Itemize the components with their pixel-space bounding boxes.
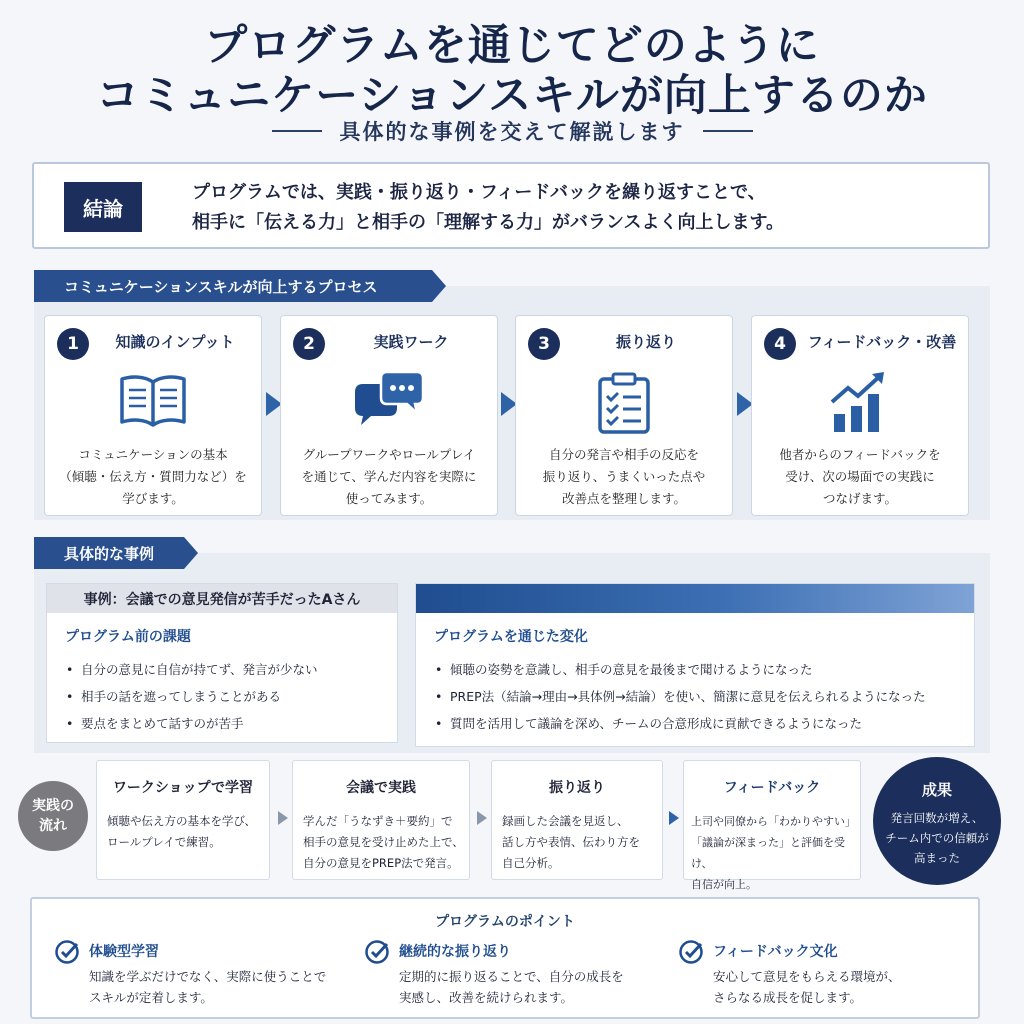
case-after-panel (415, 583, 975, 747)
flow-desc-line: 相手の意見を受け止めた上で、 (303, 835, 464, 849)
conclusion-box (32, 162, 990, 249)
point-desc-line: 知識を学ぶだけでなく、実際に使うことで (89, 969, 327, 984)
flow-arrow-icon (278, 811, 288, 825)
flow-step-card (96, 760, 270, 880)
process-section-heading: コミュニケーションスキルが向上するプロセス (34, 270, 432, 302)
flow-desc-line: 上司や同僚から「わかりやすい」 (691, 815, 856, 828)
case-after-title: プログラムを通じた変化 (434, 629, 588, 645)
process-step-card (280, 315, 498, 516)
conclusion-text (192, 178, 784, 238)
flow-desc-line: 自信が向上。 (691, 878, 757, 891)
step-description (289, 444, 489, 510)
check-icon (54, 939, 80, 965)
flow-step-title: 会議で実践 (346, 780, 416, 796)
step-desc-line: を通じて、学んだ内容を実際に (301, 469, 477, 484)
list-item: • 自分の意見に自信が持てず、発言が少ない (65, 656, 397, 683)
flow-step-title: 振り返り (549, 780, 605, 796)
result-line: 発言回数が増え、 (890, 811, 984, 825)
step-title: フィードバック・改善 (807, 333, 957, 351)
page-subtitle: 具体的な事例を交えて解説します (339, 120, 685, 144)
list-item: • 傾聴の姿勢を意識し、相手の意見を最後まで聞けるようになった (434, 656, 974, 683)
step-desc-line: 使ってみます。 (345, 491, 433, 506)
point-title: フィードバック文化 (713, 944, 838, 960)
step-title: 知識のインプット (115, 333, 235, 351)
flow-step-desc (107, 811, 269, 853)
step-title: 振り返り (615, 333, 676, 351)
flow-desc-line: 学んだ「うなずき＋要約」で (303, 814, 453, 828)
flow-desc-line: 録画した会議を見返し、 (502, 814, 629, 828)
conclusion-line: 相手に「伝える力」と相手の「理解する力」がバランスよく向上します。 (192, 212, 785, 233)
case-label: 事例：会議での意見発信が苦手だったAさん (47, 584, 397, 613)
point-desc-line: さらなる成長を促します。 (713, 990, 863, 1005)
step-desc-line: つなげます。 (822, 491, 897, 506)
step-desc-line: 自分の発言や相手の反応を (548, 447, 699, 462)
process-step-card (515, 315, 733, 516)
list-item: • PREP法（結論→理由→具体例→結論）を使い、簡潔に意見を伝えられるようになった (434, 683, 974, 710)
result-line: 高まった (914, 851, 960, 865)
point-desc-line: 実感し、改善を続けられます。 (399, 990, 574, 1005)
program-points-box (30, 897, 980, 1019)
conclusion-line: プログラムでは、実践・振り返り・フィードバックを繰り返すことで、 (192, 182, 766, 203)
case-before-title: プログラム前の課題 (65, 629, 191, 645)
flow-desc-line: 話し方や表情、伝わり方を (502, 835, 640, 849)
flow-step-title: ワークショップで学習 (112, 780, 254, 796)
result-line: チーム内での信頼が (885, 831, 989, 845)
flow-desc-line: 自分の意見をPREP法で発言。 (303, 856, 459, 870)
case-before-panel (46, 583, 398, 743)
step-number: 1 (57, 328, 89, 360)
subtitle-row (0, 116, 1024, 146)
flow-start-line: 実践の (32, 798, 74, 814)
page-title-line2: コミュニケーションスキルが向上するのか (96, 71, 928, 121)
case-after-list (434, 656, 974, 737)
flow-step-card (683, 760, 861, 891)
flow-start-badge (18, 781, 88, 851)
flow-step-title: フィードバック (723, 780, 821, 796)
point-desc-line: 定期的に振り返ることで、自分の成長を (399, 969, 624, 984)
open-book-icon (45, 372, 261, 434)
point-desc-line: 安心して意見をもらえる環境が、 (713, 969, 901, 984)
step-desc-line: （傾聴・伝え方・質問力など）を (59, 469, 247, 484)
points-title: プログラムのポイント (435, 914, 575, 930)
step-description (760, 444, 960, 510)
flow-step-card (491, 760, 663, 880)
subtitle-divider-left (272, 130, 322, 132)
check-icon (678, 939, 704, 965)
flow-arrow-icon (669, 811, 679, 825)
point-title: 体験型学習 (89, 944, 159, 960)
point-title: 継続的な振り返り (399, 944, 511, 960)
result-description (873, 808, 1001, 868)
case-section-heading: 具体的な事例 (34, 537, 184, 569)
flow-step-desc (502, 811, 662, 874)
step-title: 実践ワーク (373, 333, 449, 351)
growth-chart-icon (752, 372, 968, 434)
result-title: 成果 (921, 781, 952, 799)
point-description (713, 966, 901, 1008)
flow-arrow-icon (477, 811, 487, 825)
step-description (53, 444, 253, 510)
flow-desc-line: 傾聴や伝え方の基本を学び、 (107, 814, 257, 828)
step-desc-line: 受け、次の場面での実践に (785, 469, 935, 484)
step-number: 4 (764, 328, 796, 360)
step-desc-line: 改善点を整理します。 (561, 491, 686, 506)
result-circle (873, 757, 1001, 885)
flow-step-desc (691, 811, 860, 895)
step-desc-line: コミュニケーションの基本 (78, 447, 228, 462)
step-desc-line: 他者からのフィードバックを (779, 447, 941, 462)
point-description (399, 966, 624, 1008)
process-step-card (44, 315, 262, 516)
step-desc-line: 学びます。 (122, 491, 184, 506)
flow-desc-line: 「議論が深まった」と評価を受け、 (691, 836, 845, 870)
step-desc-line: グループワークやロールプレイ (302, 447, 476, 462)
page-title-line1: プログラムを通じてどのように (204, 21, 820, 71)
flow-step-desc (303, 811, 469, 874)
conclusion-badge: 結論 (64, 182, 142, 232)
flow-desc-line: ロールプレイで練習。 (107, 835, 221, 849)
process-step-card (751, 315, 969, 516)
flow-desc-line: 自己分析。 (502, 856, 560, 870)
list-item: • 質問を活用して議論を深め、チームの合意形成に貢献できるようになった (434, 710, 974, 737)
chat-bubbles-icon (281, 372, 497, 434)
point-desc-line: スキルが定着します。 (89, 990, 213, 1005)
step-description (524, 444, 724, 510)
list-item: • 相手の話を遮ってしまうことがある (65, 683, 397, 710)
subtitle-divider-right (703, 130, 753, 132)
flow-step-card (292, 760, 470, 880)
case-before-list (65, 656, 397, 737)
step-number: 2 (293, 328, 325, 360)
list-item: • 要点をまとめて話すのが苦手 (65, 710, 397, 737)
check-icon (364, 939, 390, 965)
step-number: 3 (528, 328, 560, 360)
flow-start-line: 流れ (39, 818, 67, 834)
step-desc-line: 振り返り、うまくいった点や (542, 469, 706, 484)
checklist-clipboard-icon (516, 372, 732, 434)
case-after-header-bar (416, 584, 974, 613)
point-description (89, 966, 326, 1008)
